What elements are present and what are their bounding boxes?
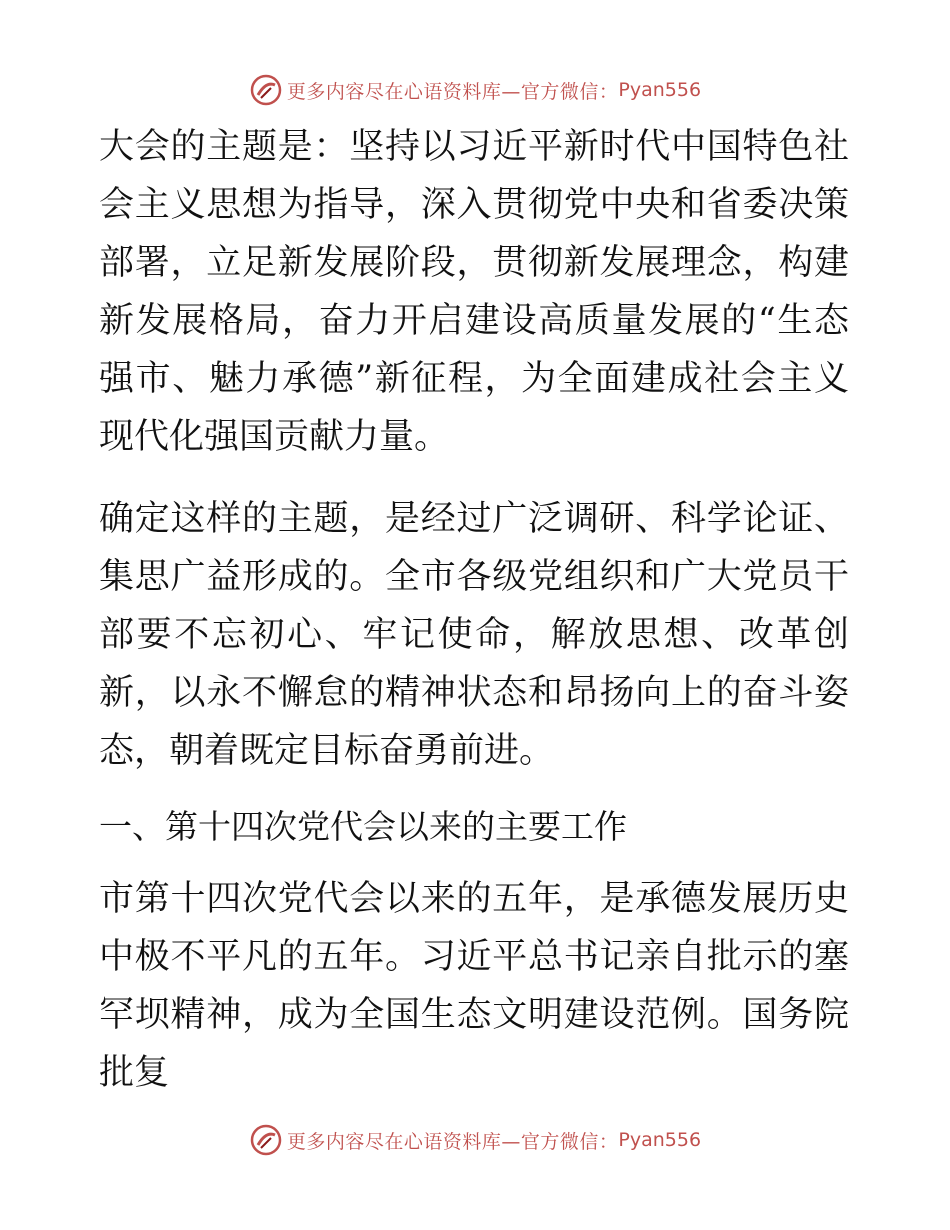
paragraph-theme-rationale: 确定这样的主题，是经过广泛调研、科学论证、集思广益形成的。全市各级党组织和广大党员干部要不忘初心、牢记使命，解放思想、改革创新，以永不懈怠的精神状态和昂扬向上的奋斗姿态，朝着既定目标奋勇前进。 bbox=[99, 499, 849, 771]
banner-text: 更多内容尽在心语资料库—官方微信： bbox=[286, 80, 619, 103]
banner-contact: Pyan556 bbox=[618, 1129, 702, 1151]
footer-banner bbox=[0, 1120, 950, 1160]
document-body bbox=[99, 118, 849, 1102]
paragraph-theme: 大会的主题是：坚持以习近平新时代中国特色社会主义思想为指导，深入贯彻党中央和省委决策部署，立足新发展阶段，贯彻新发展理念，构建新发展格局，奋力开启建设高质量发展的“生态强市、魅力承德”新征程，为全面建成社会主义现代化强国贡献力量。 bbox=[99, 127, 849, 457]
section-heading: 一、第十四次党代会以来的主要工作 bbox=[99, 807, 627, 846]
paragraph-section-1: 市第十四次党代会以来的五年，是承德发展历史中极不平凡的五年。习近平总书记亲自批示的塞罕坝精神，成为全国生态文明建设范例。国务院批复 bbox=[99, 879, 849, 1093]
logo-seal-icon bbox=[249, 1123, 283, 1157]
logo-seal-icon bbox=[249, 73, 283, 107]
banner-text: 更多内容尽在心语资料库—官方微信： bbox=[286, 1130, 619, 1153]
header-banner bbox=[0, 70, 950, 110]
banner-contact: Pyan556 bbox=[618, 79, 702, 101]
